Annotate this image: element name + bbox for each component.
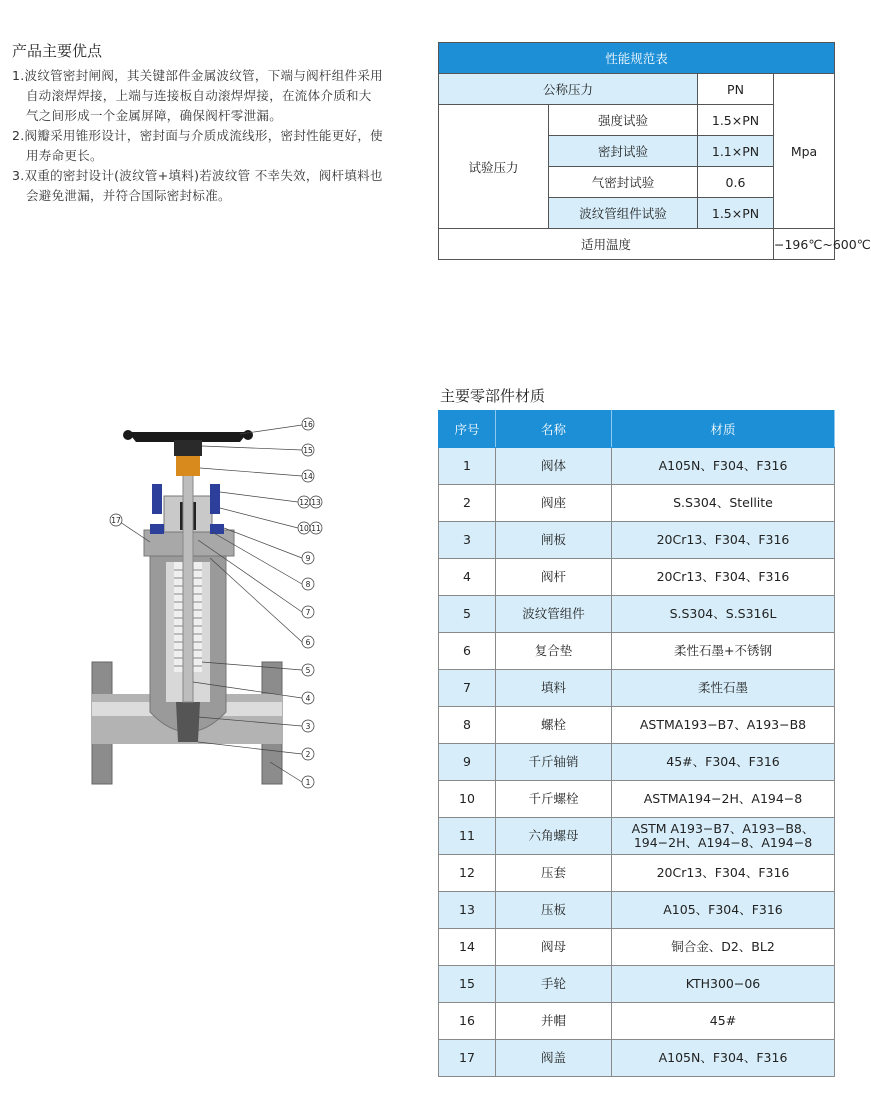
table-row	[439, 1040, 835, 1077]
row-material: 20Cr13、F304、F316	[612, 522, 835, 559]
row-part-name: 阀座	[496, 485, 612, 522]
table-row	[439, 670, 835, 707]
table-row	[439, 485, 835, 522]
row-material: 45#	[612, 1003, 835, 1040]
advantage-item-3: 3.双重的密封设计(波纹管+填料)若波纹管 不幸失效，阀杆填料也会避免泄漏，并符合国际密封标准。	[12, 168, 383, 203]
row-part-name: 并帽	[496, 1003, 612, 1040]
row-material: A105、F304、F316	[612, 892, 835, 929]
table-row	[439, 559, 835, 596]
temperature-value: −196℃~600℃	[774, 229, 835, 260]
row-part-name: 手轮	[496, 966, 612, 1003]
table-row	[439, 448, 835, 485]
test-value: 1.5×PN	[698, 198, 774, 229]
materials-table	[438, 410, 835, 1077]
row-part-name: 波纹管组件	[496, 596, 612, 633]
row-part-name: 螺栓	[496, 707, 612, 744]
table-row	[439, 1003, 835, 1040]
row-index: 12	[439, 855, 496, 892]
table-row	[439, 744, 835, 781]
callout-label: 1	[305, 778, 311, 787]
test-value: 1.5×PN	[698, 105, 774, 136]
header-material: 材质	[612, 411, 835, 448]
callout-label: 13	[311, 498, 321, 507]
callout-label: 5	[305, 666, 311, 675]
row-index: 11	[439, 818, 496, 855]
row-material: A105N、F304、F316	[612, 448, 835, 485]
test-name: 强度试验	[549, 105, 698, 136]
row-part-name: 阀母	[496, 929, 612, 966]
row-index: 3	[439, 522, 496, 559]
row-material: ASTMA193−B7、A193−B8	[612, 707, 835, 744]
row-index: 5	[439, 596, 496, 633]
row-index: 10	[439, 781, 496, 818]
valve-cross-section-diagram	[80, 412, 325, 802]
row-material: 20Cr13、F304、F316	[612, 855, 835, 892]
row-material: 柔性石墨	[612, 670, 835, 707]
row-material: KTH300−06	[612, 966, 835, 1003]
advantages-title: 产品主要优点	[12, 42, 103, 60]
table-row	[439, 596, 835, 633]
row-part-name: 压板	[496, 892, 612, 929]
row-part-name: 复合垫	[496, 633, 612, 670]
row-material: A105N、F304、F316	[612, 1040, 835, 1077]
row-part-name: 阀盖	[496, 1040, 612, 1077]
callout-label: 4	[305, 694, 311, 703]
advantage-item-1: 1.波纹管密封闸阀，其关键部件金属波纹管，下端与阀杆组件采用自动滚焊焊接，上端与连接板自动滚焊焊接，在流体介质和大气之间形成一个金属屏障，确保阀杆零泄漏。	[12, 68, 383, 123]
spec-table	[438, 42, 871, 260]
callout-label: 9	[305, 554, 311, 563]
callout-label: 16	[303, 420, 313, 429]
callout-label: 3	[305, 722, 311, 731]
materials-title: 主要零部件材质	[440, 387, 546, 405]
row-index: 17	[439, 1040, 496, 1077]
row-part-name: 千斤螺栓	[496, 781, 612, 818]
row-index: 6	[439, 633, 496, 670]
table-row	[439, 929, 835, 966]
header-name: 名称	[496, 411, 612, 448]
callout-label: 7	[305, 608, 311, 617]
row-material: 20Cr13、F304、F316	[612, 559, 835, 596]
row-index: 4	[439, 559, 496, 596]
row-part-name: 千斤轴销	[496, 744, 612, 781]
test-value: 1.1×PN	[698, 136, 774, 167]
callout-label: 12	[299, 498, 309, 507]
row-part-name: 阀体	[496, 448, 612, 485]
nominal-pressure-label: 公称压力	[439, 74, 698, 105]
table-row	[439, 818, 835, 855]
callout-label: 6	[305, 638, 311, 647]
table-row	[439, 522, 835, 559]
table-row	[439, 781, 835, 818]
table-row	[439, 707, 835, 744]
test-name: 密封试验	[549, 136, 698, 167]
test-name: 波纹管组件试验	[549, 198, 698, 229]
row-material: S.S304、S.S316L	[612, 596, 835, 633]
row-index: 7	[439, 670, 496, 707]
test-value: 0.6	[698, 167, 774, 198]
row-part-name: 六角螺母	[496, 818, 612, 855]
row-index: 16	[439, 1003, 496, 1040]
callout-label: 2	[305, 750, 311, 759]
test-pressure-label: 试验压力	[439, 105, 549, 229]
spec-table-title: 性能规范表	[439, 43, 835, 74]
row-material: 45#、F304、F316	[612, 744, 835, 781]
row-material: 铜合金、D2、BL2	[612, 929, 835, 966]
row-index: 14	[439, 929, 496, 966]
advantages-list	[12, 66, 384, 206]
callout-label: 10	[299, 524, 309, 533]
row-material: S.S304、Stellite	[612, 485, 835, 522]
table-row	[439, 855, 835, 892]
handwheel-icon	[123, 430, 253, 456]
row-index: 8	[439, 707, 496, 744]
row-index: 13	[439, 892, 496, 929]
row-material: ASTM A193−B7、A193−B8、194−2H、A194−8、A194−8	[612, 818, 835, 855]
callout-label: 11	[311, 524, 321, 533]
row-index: 1	[439, 448, 496, 485]
table-row	[439, 633, 835, 670]
row-material: ASTMA194−2H、A194−8	[612, 781, 835, 818]
row-index: 15	[439, 966, 496, 1003]
header-index: 序号	[439, 411, 496, 448]
callout-label: 14	[303, 472, 313, 481]
callout-label: 8	[305, 580, 311, 589]
callout-label: 15	[303, 446, 313, 455]
row-material: 柔性石墨+不锈钢	[612, 633, 835, 670]
temperature-label: 适用温度	[439, 229, 774, 260]
row-part-name: 压套	[496, 855, 612, 892]
test-name: 气密封试验	[549, 167, 698, 198]
row-index: 2	[439, 485, 496, 522]
row-part-name: 闸板	[496, 522, 612, 559]
nominal-pressure-value: PN	[698, 74, 774, 105]
table-row	[439, 966, 835, 1003]
row-part-name: 填料	[496, 670, 612, 707]
row-index: 9	[439, 744, 496, 781]
advantage-item-2: 2.阀瓣采用锥形设计，密封面与介质成流线形，密封性能更好，使用寿命更长。	[12, 128, 383, 163]
callout-label: 17	[111, 516, 121, 525]
table-row	[439, 892, 835, 929]
pressure-unit: Mpa	[774, 74, 835, 229]
row-part-name: 阀杆	[496, 559, 612, 596]
